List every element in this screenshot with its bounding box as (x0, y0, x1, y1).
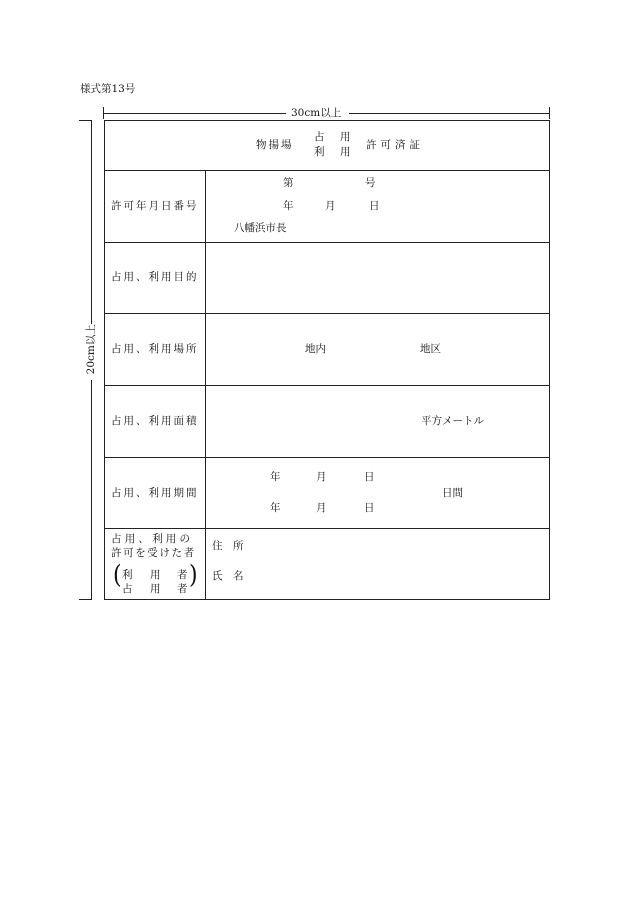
dimension-line-bottom (91, 380, 92, 600)
title-prefix: 物揚場 (256, 139, 294, 151)
permit-issuer: 八幡浜市長 (234, 222, 287, 234)
recipient-name-label: 氏 名 (212, 570, 244, 582)
paren-line2-2: 用 (150, 583, 161, 595)
period-end-tsuki: 月 (316, 502, 327, 514)
paren-line2-3: 者 (177, 583, 188, 595)
permit-go: 号 (365, 177, 376, 189)
period-days: 日間 (442, 487, 463, 499)
permit-label: 許可年月日番号 (111, 200, 199, 212)
table-border-right (549, 120, 550, 600)
recipient-label-line1: 占用、利用の (111, 533, 194, 545)
paren-line1-3: 者 (177, 569, 188, 581)
location-chinai: 地内 (305, 343, 326, 355)
width-label: 30cm以上 (291, 107, 342, 119)
row-divider-6 (104, 528, 549, 529)
period-label: 占用、利用期間 (111, 487, 199, 499)
row-divider-5 (104, 457, 549, 458)
table-border-top (104, 120, 549, 121)
dimension-tick-right (549, 107, 550, 119)
dimension-line-right (349, 113, 549, 114)
recipient-label-line2: 許可を受けた者 (111, 547, 196, 559)
row-divider-2 (104, 242, 549, 243)
location-chiku: 地区 (420, 343, 441, 355)
period-start-nen: 年 (270, 471, 281, 483)
permit-hi: 日 (369, 200, 380, 212)
location-label: 占用、利用場所 (111, 343, 199, 355)
permit-dai: 第 (283, 177, 294, 189)
permit-nen: 年 (283, 200, 294, 212)
area-unit: 平方メートル (421, 415, 484, 427)
paren-open: ( (113, 561, 122, 590)
title-stack-bottom-1: 利 (314, 146, 325, 158)
table-border-bottom (104, 599, 549, 600)
title-stack-top-1: 占 (314, 131, 325, 143)
paren-line1-1: 利 (122, 569, 133, 581)
period-end-hi: 日 (364, 502, 375, 514)
period-start-tsuki: 月 (316, 471, 327, 483)
period-end-nen: 年 (270, 502, 281, 514)
paren-close: ) (189, 561, 198, 590)
dimension-line-top (91, 120, 92, 324)
paren-line2-1: 占 (122, 583, 133, 595)
form-number: 様式第13号 (80, 83, 136, 95)
row-divider-1 (104, 170, 549, 171)
dimension-tick-top (79, 120, 91, 121)
row-divider-4 (104, 385, 549, 386)
recipient-address-label: 住 所 (212, 540, 244, 552)
permit-tsuki: 月 (325, 200, 336, 212)
title-stack-top-2: 用 (340, 131, 351, 143)
row-divider-3 (104, 313, 549, 314)
dimension-tick-bottom (79, 599, 91, 600)
paren-line1-2: 用 (150, 569, 161, 581)
purpose-label: 占用、利用目的 (111, 271, 199, 283)
title-stack-bottom-2: 用 (340, 146, 351, 158)
dimension-line-left (103, 113, 286, 114)
height-label: 20cm以上 (84, 324, 97, 375)
title-suffix: 許可済証 (366, 139, 424, 151)
area-label: 占用、利用面積 (111, 415, 199, 427)
period-start-hi: 日 (364, 471, 375, 483)
